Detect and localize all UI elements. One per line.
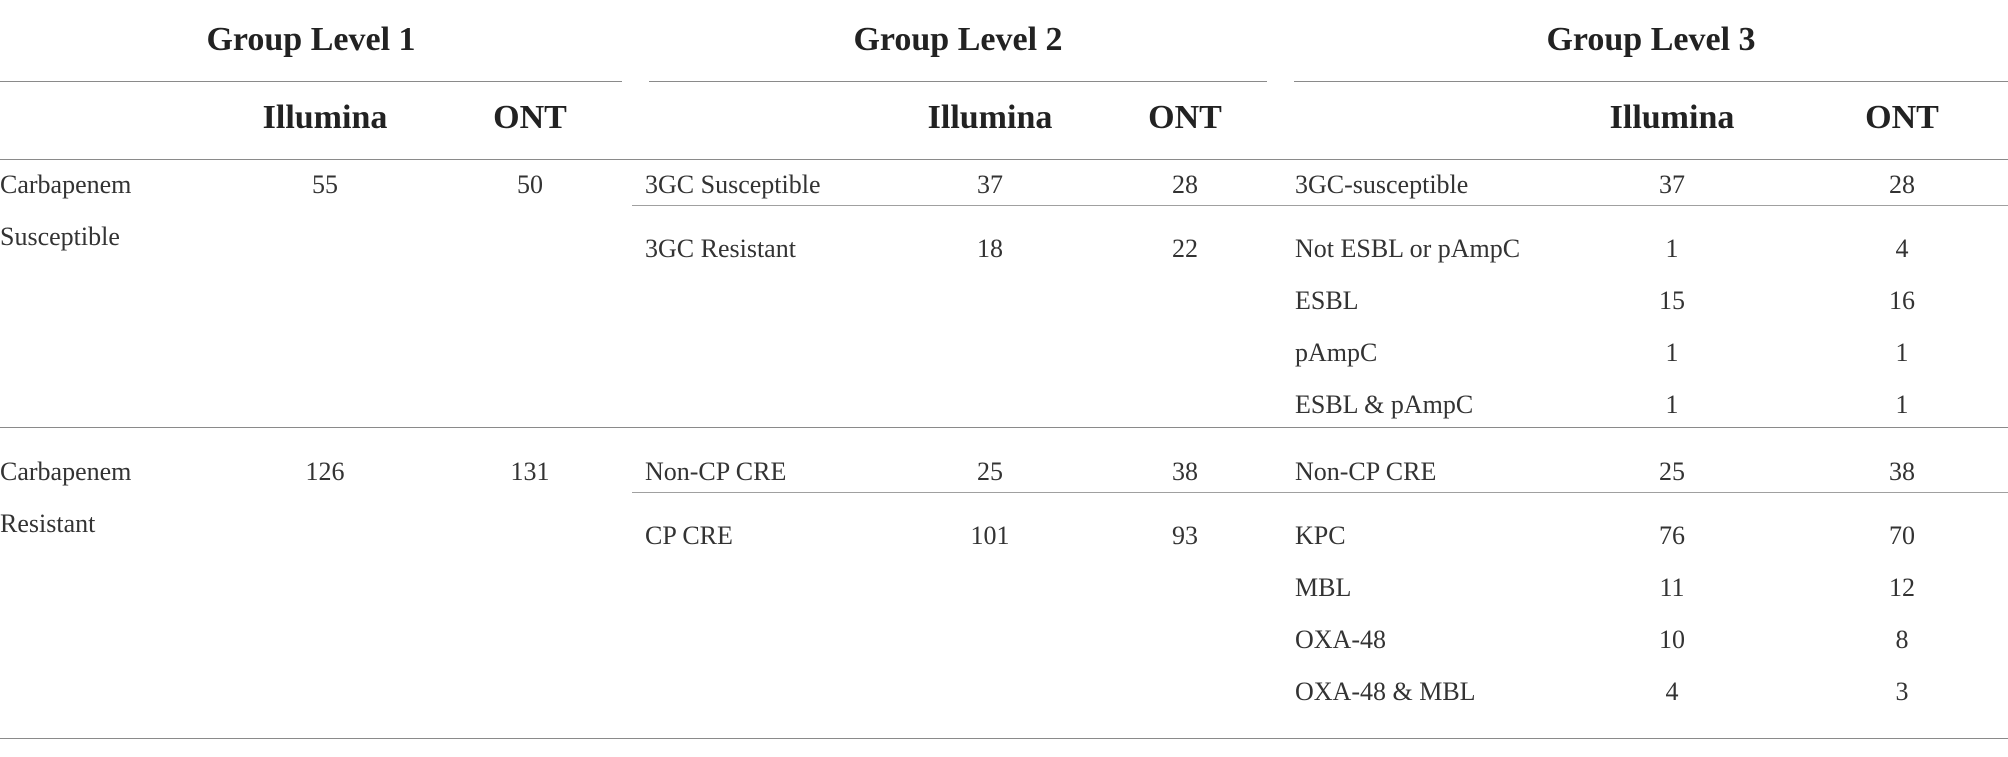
level3-ont-value: 1	[1895, 390, 1909, 419]
level3-label: 3GC-susceptible	[1295, 170, 1469, 199]
level3-illumina-value: 1	[1665, 390, 1679, 419]
level3-label: ESBL & pAmpC	[1295, 390, 1474, 419]
level2-ont-value: 28	[1172, 170, 1198, 199]
block-separator	[0, 427, 2008, 428]
group-level-2-header: Group Level 2	[853, 21, 1063, 58]
level3-illumina-value: 10	[1659, 625, 1685, 654]
level3-ont-value: 28	[1889, 170, 1915, 199]
level2-ont-value: 93	[1172, 521, 1198, 550]
g3-ont-header: ONT	[1865, 99, 1939, 136]
group-level-2-underline	[649, 81, 1267, 82]
level2-label: 3GC Resistant	[645, 234, 796, 263]
level2-label: Non-CP CRE	[645, 457, 787, 486]
level3-label: OXA-48 & MBL	[1295, 677, 1476, 706]
level3-illumina-value: 37	[1659, 170, 1685, 199]
level2-illumina-value: 37	[977, 170, 1003, 199]
level3-illumina-value: 76	[1659, 521, 1685, 550]
group-level-1-underline	[0, 81, 622, 82]
level3-illumina-value: 1	[1665, 234, 1679, 263]
level1-label-line2: Susceptible	[0, 222, 120, 251]
level3-ont-value: 8	[1895, 625, 1909, 654]
header-bottom-rule	[0, 159, 2008, 160]
level2-illumina-value: 25	[977, 457, 1003, 486]
level3-illumina-value: 4	[1665, 677, 1679, 706]
group-level-1-header: Group Level 1	[206, 21, 416, 58]
level1-label-line1: Carbapenem	[0, 457, 132, 486]
level3-label: pAmpC	[1295, 338, 1378, 367]
g2-illumina-header: Illumina	[927, 99, 1053, 136]
level3-illumina-value: 1	[1665, 338, 1679, 367]
level1-illumina-value: 126	[305, 457, 345, 486]
level3-ont-value: 70	[1889, 521, 1915, 550]
level3-ont-value: 12	[1889, 573, 1915, 602]
level3-illumina-value: 11	[1659, 573, 1685, 602]
level1-ont-value: 50	[517, 170, 543, 199]
level3-label: KPC	[1295, 521, 1346, 550]
level2-illumina-value: 101	[970, 521, 1010, 550]
level3-ont-value: 4	[1895, 234, 1909, 263]
table-bottom-rule	[0, 738, 2008, 739]
level3-illumina-value: 15	[1659, 286, 1685, 315]
susceptible-subgroup-divider	[632, 205, 2008, 206]
level3-ont-value: 1	[1895, 338, 1909, 367]
resistant-subgroup-divider	[632, 492, 2008, 493]
level3-label: ESBL	[1295, 286, 1359, 315]
level1-label-line1: Carbapenem	[0, 170, 132, 199]
level1-illumina-value: 55	[312, 170, 338, 199]
level3-label: Not ESBL or pAmpC	[1295, 234, 1521, 263]
group-level-3-header: Group Level 3	[1546, 21, 1756, 58]
level3-label: MBL	[1295, 573, 1352, 602]
level1-label-line2: Resistant	[0, 509, 96, 538]
level1-ont-value: 131	[510, 457, 550, 486]
g1-ont-header: ONT	[493, 99, 567, 136]
level2-label: 3GC Susceptible	[645, 170, 821, 199]
g3-illumina-header: Illumina	[1609, 99, 1735, 136]
level3-ont-value: 38	[1889, 457, 1915, 486]
g2-ont-header: ONT	[1148, 99, 1222, 136]
level2-ont-value: 22	[1172, 234, 1198, 263]
g1-illumina-header: Illumina	[262, 99, 388, 136]
level2-illumina-value: 18	[977, 234, 1003, 263]
level3-ont-value: 16	[1889, 286, 1915, 315]
level3-label: OXA-48	[1295, 625, 1386, 654]
level2-label: CP CRE	[645, 521, 733, 550]
group-level-3-underline	[1294, 81, 2008, 82]
level3-ont-value: 3	[1895, 677, 1909, 706]
level3-illumina-value: 25	[1659, 457, 1685, 486]
level3-label: Non-CP CRE	[1295, 457, 1437, 486]
level2-ont-value: 38	[1172, 457, 1198, 486]
